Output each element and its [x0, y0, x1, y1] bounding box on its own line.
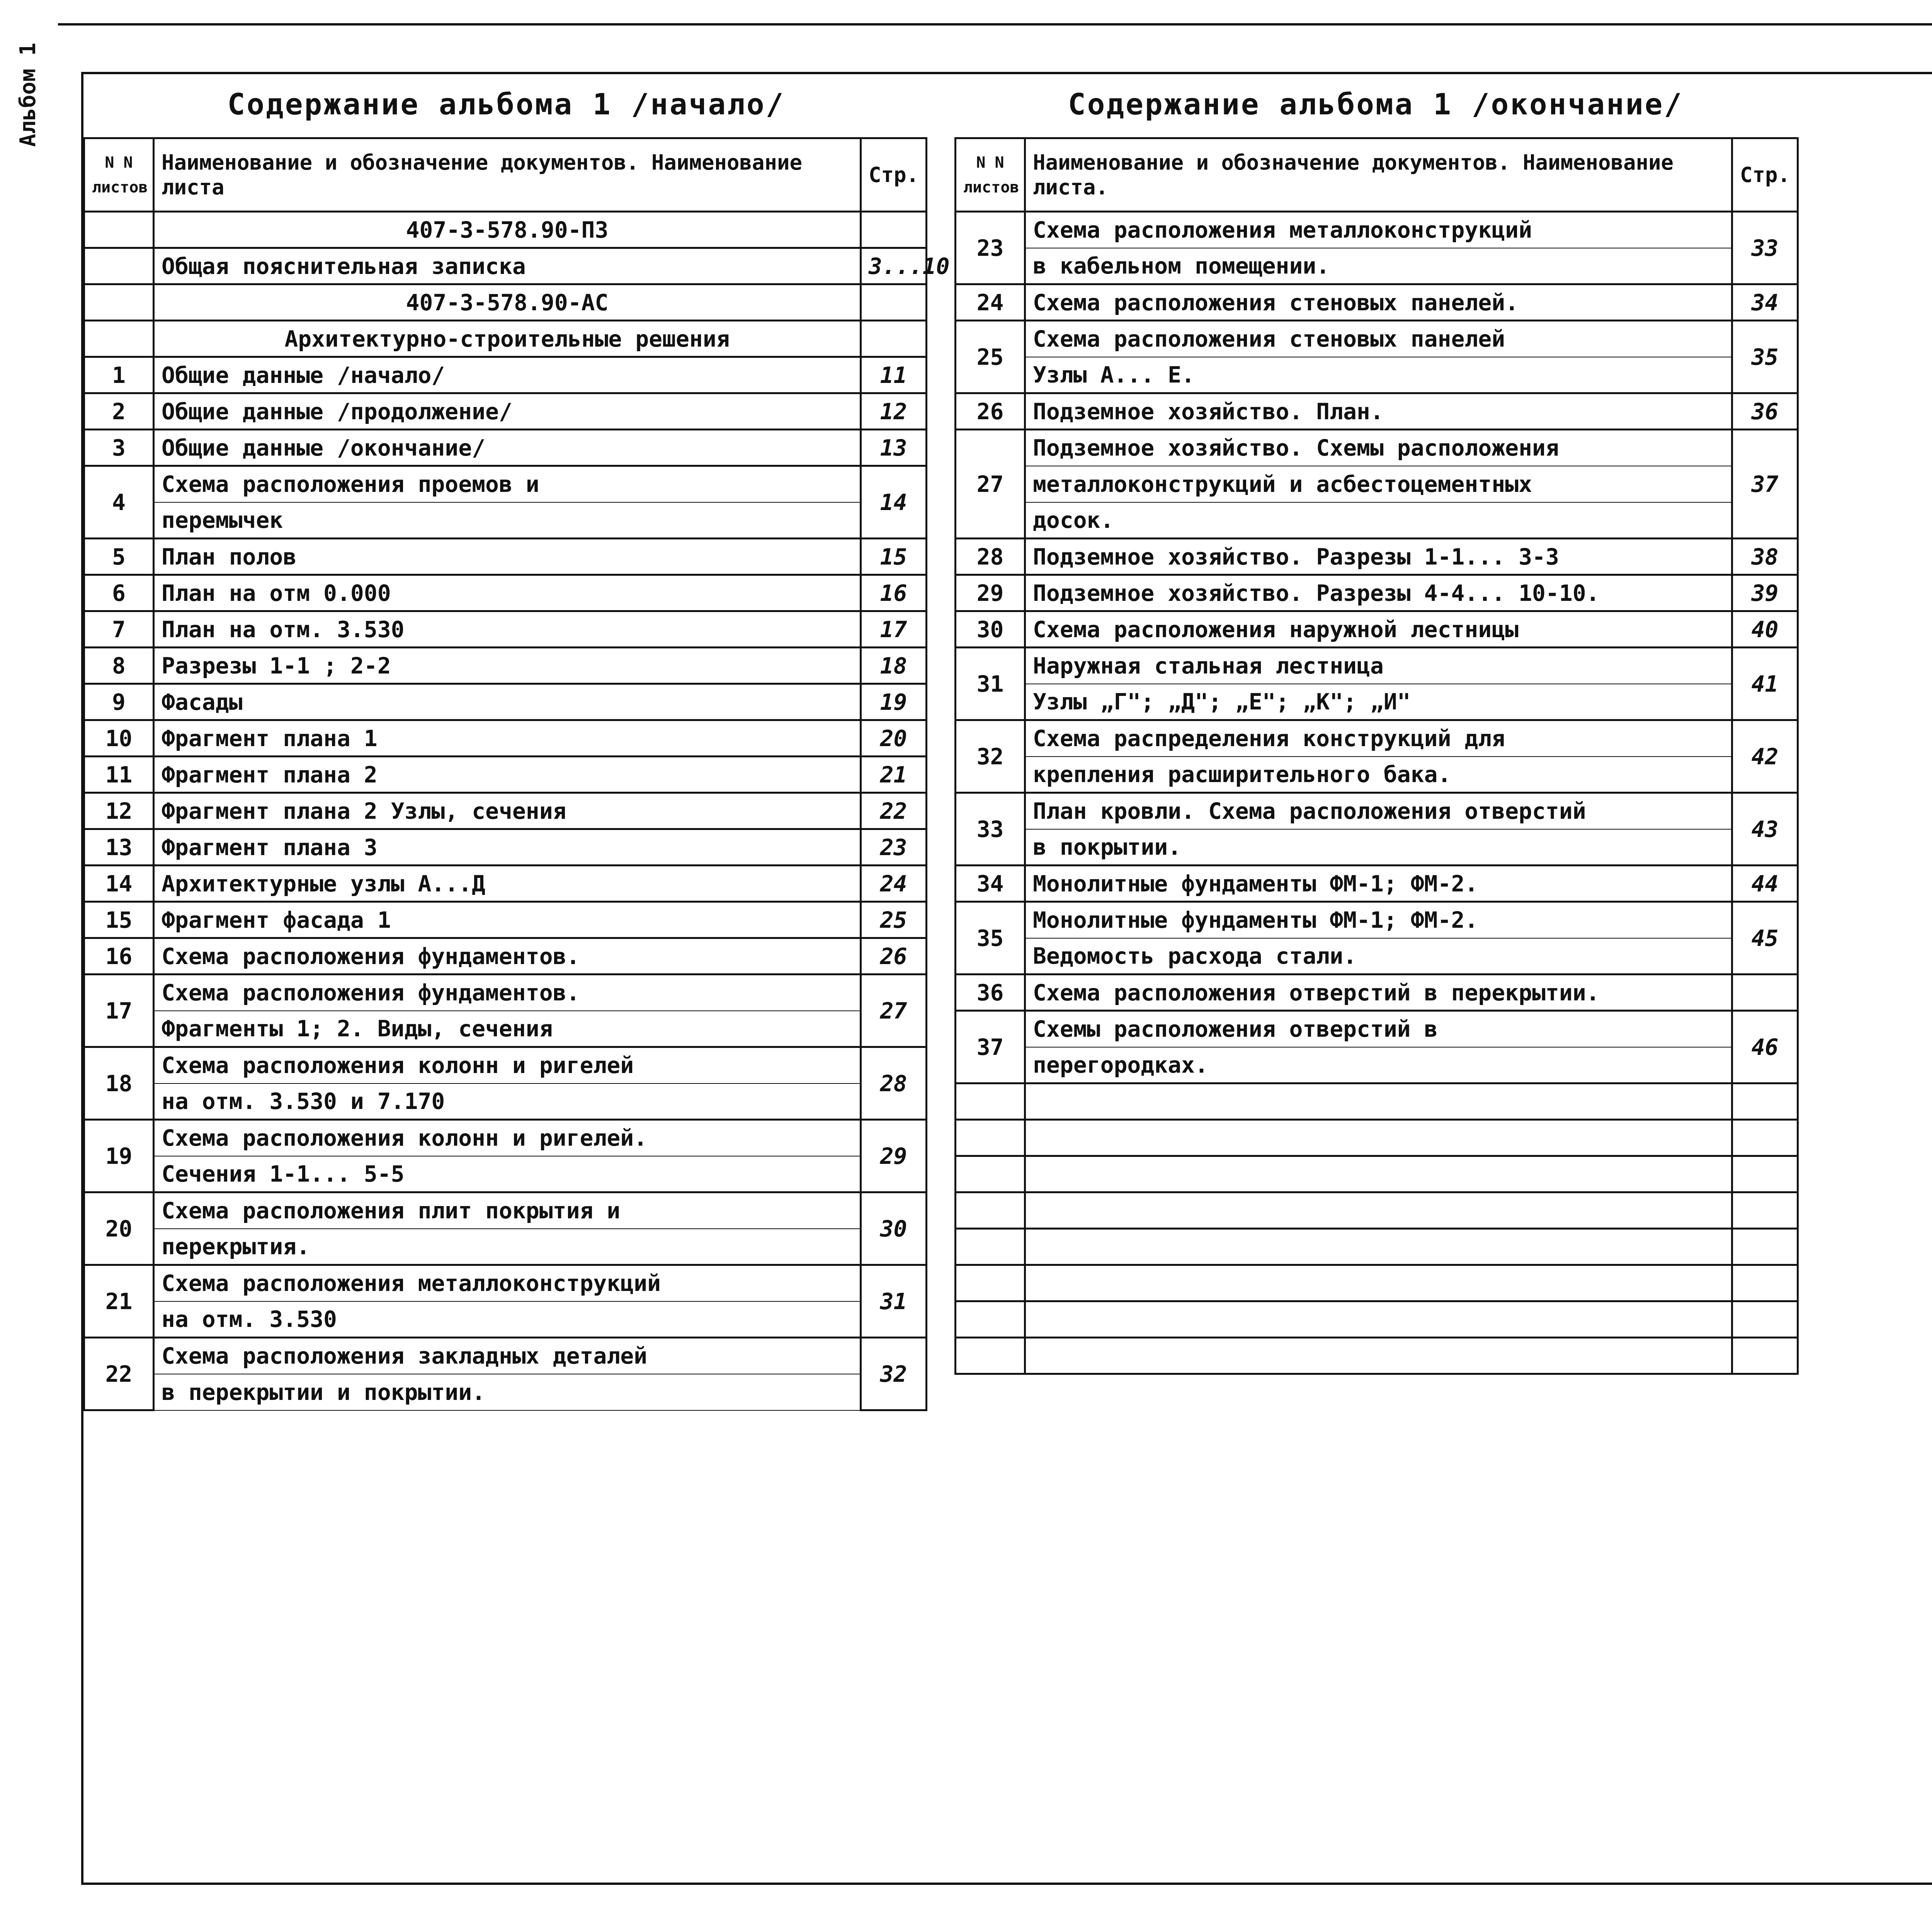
- sheet-name-cell: Схема расположения плит покрытия и: [154, 1192, 861, 1229]
- sheet-name-cell: Схема расположения фундаментов.: [154, 938, 861, 975]
- contents-row: [956, 757, 1798, 793]
- contents-row: [956, 393, 1798, 430]
- col-page-header: Стр.: [861, 138, 927, 212]
- contents-row: [956, 975, 1798, 1011]
- empty-cell: [956, 1265, 1025, 1301]
- sheet-num-cell: 36: [956, 975, 1025, 1011]
- page-cell: 23: [861, 829, 927, 866]
- sheet-name-cell: перекрытия.: [154, 1229, 861, 1265]
- sheet-num-cell: 10: [84, 720, 154, 757]
- sheet-name-cell: Схема расположения колонн и ригелей: [154, 1047, 861, 1083]
- contents-row: [956, 430, 1798, 466]
- contents-row: [84, 684, 927, 720]
- sheet-num-cell: 25: [956, 321, 1025, 393]
- sheet-name-cell: 407-3-578.90-ПЗ: [154, 212, 861, 248]
- page-cell: 11: [861, 357, 927, 393]
- empty-cell: [956, 1120, 1025, 1156]
- empty-cell: [1732, 1338, 1798, 1374]
- sheet-num-cell: 16: [84, 938, 154, 975]
- sheet-name-cell: План полов: [154, 539, 861, 575]
- empty-row: [956, 1120, 1798, 1156]
- page-cell: 21: [861, 757, 927, 793]
- sheet-num-cell: 29: [956, 575, 1025, 611]
- contents-row: [956, 575, 1798, 611]
- contents-row: [84, 1374, 927, 1410]
- page-cell: 30: [861, 1192, 927, 1265]
- sheet-name-cell: перемычек: [154, 502, 861, 539]
- sheet-name-cell: Подземное хозяйство. Схемы расположения: [1025, 430, 1732, 466]
- sheet-name-cell: Сечения 1-1... 5-5: [154, 1156, 861, 1192]
- sheet-num-cell: 3: [84, 430, 154, 466]
- empty-cell: [1732, 1192, 1798, 1229]
- sheet-name-cell: Схема расположения стеновых панелей.: [1025, 284, 1732, 321]
- contents-row: [84, 975, 927, 1011]
- page-cell: 41: [1732, 648, 1798, 720]
- empty-cell: [956, 1338, 1025, 1374]
- sheet-name-cell: Фрагмент фасада 1: [154, 902, 861, 938]
- sheet-name-cell: Подземное хозяйство. План.: [1025, 393, 1732, 430]
- page-cell: 14: [861, 466, 927, 539]
- contents-row: [956, 793, 1798, 829]
- empty-cell: [1025, 1229, 1732, 1265]
- contents-row: [956, 684, 1798, 720]
- sheet-name-cell: Схема расположения колонн и ригелей.: [154, 1120, 861, 1156]
- sheet-num-cell: 20: [84, 1192, 154, 1265]
- page-cell: [861, 321, 927, 357]
- contents-row: [84, 1120, 927, 1156]
- contents-row: [84, 1192, 927, 1229]
- sheet-name-cell: Монолитные фундаменты ФМ-1; ФМ-2.: [1025, 902, 1732, 938]
- empty-cell: [1025, 1192, 1732, 1229]
- page-cell: 46: [1732, 1011, 1798, 1083]
- contents-row: [956, 539, 1798, 575]
- page-cell: 37: [1732, 430, 1798, 539]
- sheet-name-cell: 407-3-578.90-АС: [154, 284, 861, 321]
- contents-row: [84, 1047, 927, 1083]
- page-cell: 20: [861, 720, 927, 757]
- contents-row: [84, 1301, 927, 1338]
- contents-row: [956, 466, 1798, 502]
- page-cell: 31: [861, 1265, 927, 1338]
- page-cell: 18: [861, 648, 927, 684]
- contents-row: [956, 502, 1798, 539]
- sheet-num-cell: 18: [84, 1047, 154, 1120]
- empty-cell: [1025, 1338, 1732, 1374]
- sheet-name-cell: на отм. 3.530 и 7.170: [154, 1083, 861, 1120]
- empty-row: [956, 1229, 1798, 1265]
- page-cell: 36: [1732, 393, 1798, 430]
- empty-row: [956, 1156, 1798, 1192]
- sheet-num-cell: 30: [956, 611, 1025, 648]
- contents-row: [84, 539, 927, 575]
- sheet-num-cell: 35: [956, 902, 1025, 975]
- empty-cell: [1732, 1265, 1798, 1301]
- sheet-name-cell: Схема расположения наружной лестницы: [1025, 611, 1732, 648]
- sheet-name-cell: Схема расположения металлоконструкций: [1025, 212, 1732, 248]
- empty-row: [956, 1338, 1798, 1374]
- contents-row: [956, 938, 1798, 975]
- sheet-num-cell: 6: [84, 575, 154, 611]
- sheet-name-cell: Подземное хозяйство. Разрезы 4-4... 10-10.: [1025, 575, 1732, 611]
- contents-row: [84, 248, 927, 284]
- contents-row: [84, 648, 927, 684]
- sheet-name-cell: Общие данные /продолжение/: [154, 393, 861, 430]
- sheet-name-cell: на отм. 3.530: [154, 1301, 861, 1338]
- empty-cell: [1732, 1120, 1798, 1156]
- contents-row: [956, 248, 1798, 284]
- contents-row: [84, 611, 927, 648]
- sheet-name-cell: План кровли. Схема расположения отверстий: [1025, 793, 1732, 829]
- sheet-num-cell: [84, 248, 154, 284]
- top-rule: [58, 23, 1932, 26]
- page-cell: 45: [1732, 902, 1798, 975]
- sheet-name-cell: Ведомость расхода стали.: [1025, 938, 1732, 975]
- page-cell: 16: [861, 575, 927, 611]
- contents-row: [84, 321, 927, 357]
- sheet-name-cell: Общие данные /начало/: [154, 357, 861, 393]
- empty-row: [956, 1265, 1798, 1301]
- contents-row: [84, 430, 927, 466]
- empty-cell: [1025, 1083, 1732, 1120]
- sheet-num-cell: [84, 321, 154, 357]
- sheet-name-cell: Наружная стальная лестница: [1025, 648, 1732, 684]
- page-cell: 32: [861, 1338, 927, 1410]
- empty-row: [956, 1301, 1798, 1338]
- sheet-num-cell: 27: [956, 430, 1025, 539]
- sheet-num-cell: [84, 212, 154, 248]
- sheet-num-cell: 21: [84, 1265, 154, 1338]
- page-cell: 22: [861, 793, 927, 829]
- sheet-num-cell: 19: [84, 1120, 154, 1192]
- col-name-header: Наименование и обозначение документов. Наименование листа: [154, 138, 861, 212]
- page-cell: [1732, 975, 1798, 1011]
- page-cell: 34: [1732, 284, 1798, 321]
- sheet-name-cell: металлоконструкций и асбестоцементных: [1025, 466, 1732, 502]
- sheet-name-cell: Схема расположения закладных деталей: [154, 1338, 861, 1374]
- page-cell: 44: [1732, 866, 1798, 902]
- empty-cell: [1025, 1156, 1732, 1192]
- sheet-name-cell: Фрагмент плана 3: [154, 829, 861, 866]
- sheet-name-cell: Схема расположения отверстий в перекрытии.: [1025, 975, 1732, 1011]
- sheet-num-cell: [84, 284, 154, 321]
- contents-row: [84, 1338, 927, 1374]
- sheet-num-cell: 15: [84, 902, 154, 938]
- sheet-num-cell: 31: [956, 648, 1025, 720]
- contents-row: [84, 357, 927, 393]
- contents-row: [84, 902, 927, 938]
- sheet-num-cell: 23: [956, 212, 1025, 284]
- empty-cell: [1025, 1265, 1732, 1301]
- sheet-num-cell: 24: [956, 284, 1025, 321]
- empty-cell: [956, 1192, 1025, 1229]
- page-cell: 35: [1732, 321, 1798, 393]
- sheet-num-cell: 2: [84, 393, 154, 430]
- page-cell: [861, 284, 927, 321]
- contents-row: [84, 1265, 927, 1301]
- empty-cell: [956, 1156, 1025, 1192]
- contents-row: [84, 284, 927, 321]
- empty-row: [956, 1083, 1798, 1120]
- empty-cell: [1025, 1301, 1732, 1338]
- sheet-num-cell: 22: [84, 1338, 154, 1410]
- sheet-name-cell: Подземное хозяйство. Разрезы 1-1... 3-3: [1025, 539, 1732, 575]
- page-cell: 3...10: [861, 248, 927, 284]
- page-cell: 43: [1732, 793, 1798, 866]
- contents-row: [84, 212, 927, 248]
- page-cell: 26: [861, 938, 927, 975]
- page-cell: 24: [861, 866, 927, 902]
- page-cell: 33: [1732, 212, 1798, 284]
- contents-row: [956, 357, 1798, 393]
- contents-row: [956, 902, 1798, 938]
- sheet-name-cell: Общие данные /окончание/: [154, 430, 861, 466]
- sheet-name-cell: Схема расположения стеновых панелей: [1025, 321, 1732, 357]
- sheet-num-cell: 11: [84, 757, 154, 793]
- page-cell: 40: [1732, 611, 1798, 648]
- sheet-num-cell: 12: [84, 793, 154, 829]
- sheet-name-cell: Фрагмент плана 2: [154, 757, 861, 793]
- page-cell: 39: [1732, 575, 1798, 611]
- contents-row: [84, 393, 927, 430]
- empty-cell: [956, 1229, 1025, 1265]
- sheet-name-cell: крепления расширительного бака.: [1025, 757, 1732, 793]
- contents-row: [84, 575, 927, 611]
- contents-row: [84, 720, 927, 757]
- sheet-name-cell: досок.: [1025, 502, 1732, 539]
- page-cell: 25: [861, 902, 927, 938]
- sheet-num-cell: 33: [956, 793, 1025, 866]
- empty-cell: [956, 1083, 1025, 1120]
- sheet-name-cell: Схемы расположения отверстий в: [1025, 1011, 1732, 1047]
- sheet-num-cell: 8: [84, 648, 154, 684]
- sheet-num-cell: 17: [84, 975, 154, 1047]
- sheet-name-cell: Узлы „Г"; „Д"; „Е"; „К"; „И": [1025, 684, 1732, 720]
- empty-cell: [1732, 1229, 1798, 1265]
- contents-row: [956, 829, 1798, 866]
- page-cell: 17: [861, 611, 927, 648]
- sheet-name-cell: перегородках.: [1025, 1047, 1732, 1083]
- empty-cell: [1732, 1156, 1798, 1192]
- album-side-label: Альбом 1: [15, 43, 41, 147]
- sheet-name-cell: Схема расположения фундаментов.: [154, 975, 861, 1011]
- sheet-num-cell: 26: [956, 393, 1025, 430]
- col-page-header: Стр.: [1732, 138, 1798, 212]
- empty-cell: [1732, 1083, 1798, 1120]
- contents-row: [956, 212, 1798, 248]
- sheet-name-cell: Архитектурные узлы А...Д: [154, 866, 861, 902]
- sheet-name-cell: Узлы А... Е.: [1025, 357, 1732, 393]
- sheet-num-cell: 13: [84, 829, 154, 866]
- contents-row: [956, 1011, 1798, 1047]
- sheet-num-cell: 34: [956, 866, 1025, 902]
- col-name-header: Наименование и обозначение документов. Наименование листа.: [1025, 138, 1732, 212]
- sheet-num-cell: 5: [84, 539, 154, 575]
- contents-row: [84, 1229, 927, 1265]
- page-cell: 42: [1732, 720, 1798, 793]
- sheet-name-cell: в покрытии.: [1025, 829, 1732, 866]
- left-contents-table: [83, 137, 950, 1411]
- contents-row: [956, 648, 1798, 684]
- page-cell: 29: [861, 1120, 927, 1192]
- contents-row: [84, 1011, 927, 1047]
- contents-row: [956, 321, 1798, 357]
- sheet-num-cell: 28: [956, 539, 1025, 575]
- page-cell: 12: [861, 393, 927, 430]
- sheet-name-cell: Фрагмент плана 1: [154, 720, 861, 757]
- col-sheet-num-header: N N листов: [84, 138, 154, 212]
- sheet-name-cell: Схема расположения проемов и: [154, 466, 861, 502]
- page-cell: 13: [861, 430, 927, 466]
- contents-row: [84, 938, 927, 975]
- sheet-name-cell: План на отм. 3.530: [154, 611, 861, 648]
- sheet-name-cell: План на отм 0.000: [154, 575, 861, 611]
- page-cell: 15: [861, 539, 927, 575]
- page-cell: 28: [861, 1047, 927, 1120]
- sheet-num-cell: 4: [84, 466, 154, 539]
- col-sheet-num-header: N N листов: [956, 138, 1025, 212]
- contents-row: [956, 1047, 1798, 1083]
- sheet-name-cell: Фрагменты 1; 2. Виды, сечения: [154, 1011, 861, 1047]
- sheet-name-cell: Схема распределения конструкций для: [1025, 720, 1732, 757]
- contents-row: [84, 866, 927, 902]
- sheet-num-cell: 37: [956, 1011, 1025, 1083]
- contents-row: [84, 757, 927, 793]
- sheet-name-cell: в кабельном помещении.: [1025, 248, 1732, 284]
- page-cell: 27: [861, 975, 927, 1047]
- page-cell: 38: [1732, 539, 1798, 575]
- sheet-name-cell: Монолитные фундаменты ФМ-1; ФМ-2.: [1025, 866, 1732, 902]
- sheet-name-cell: Архитектурно-строительные решения: [154, 321, 861, 357]
- contents-row: [84, 1156, 927, 1192]
- sheet-name-cell: Разрезы 1-1 ; 2-2: [154, 648, 861, 684]
- sheet-name-cell: Фрагмент плана 2 Узлы, сечения: [154, 793, 861, 829]
- sheet-name-cell: в перекрытии и покрытии.: [154, 1374, 861, 1410]
- empty-row: [956, 1192, 1798, 1229]
- left-table-title: Содержание альбома 1 /начало/: [227, 87, 785, 121]
- contents-row: [956, 720, 1798, 757]
- contents-row: [956, 284, 1798, 321]
- sheet-name-cell: Схема расположения металлоконструкций: [154, 1265, 861, 1301]
- right-table-title: Содержание альбома 1 /окончание/: [1068, 87, 1684, 121]
- sheet-name-cell: Фасады: [154, 684, 861, 720]
- sheet-num-cell: 7: [84, 611, 154, 648]
- contents-row: [84, 793, 927, 829]
- empty-cell: [956, 1301, 1025, 1338]
- contents-row: [84, 829, 927, 866]
- empty-cell: [1025, 1120, 1732, 1156]
- sheet-num-cell: 32: [956, 720, 1025, 793]
- right-contents-table: [954, 137, 1799, 1375]
- page-cell: [861, 212, 927, 248]
- empty-cell: [1732, 1301, 1798, 1338]
- page-cell: 19: [861, 684, 927, 720]
- contents-row: [84, 466, 927, 502]
- sheet-num-cell: 9: [84, 684, 154, 720]
- contents-row: [84, 502, 927, 539]
- sheet-name-cell: Общая пояснительная записка: [154, 248, 861, 284]
- contents-row: [956, 866, 1798, 902]
- contents-row: [956, 611, 1798, 648]
- contents-row: [84, 1083, 927, 1120]
- sheet-num-cell: 14: [84, 866, 154, 902]
- sheet-num-cell: 1: [84, 357, 154, 393]
